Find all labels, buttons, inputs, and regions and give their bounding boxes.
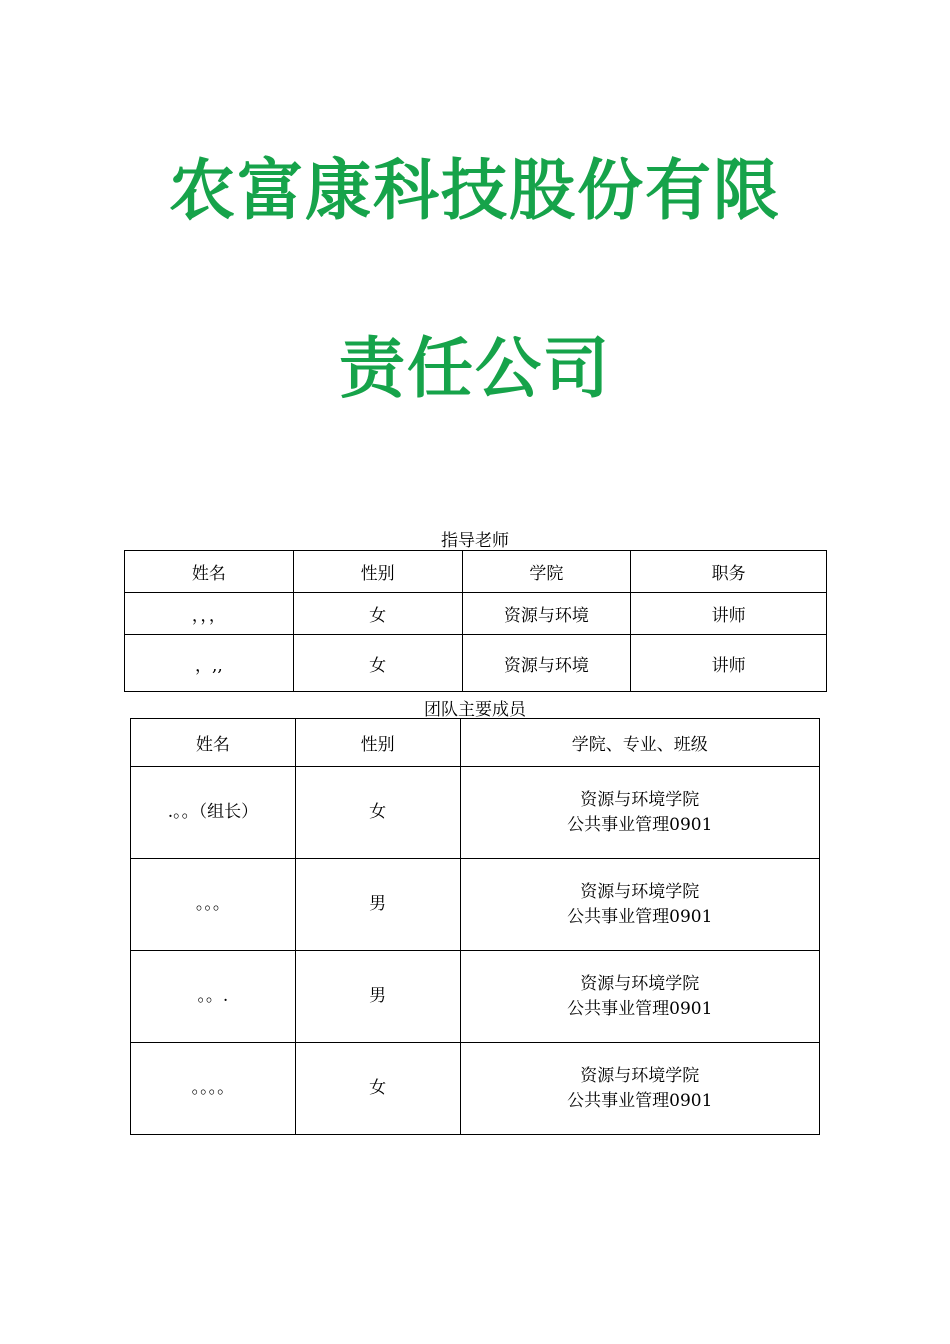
member-college: 资源与环境学院 — [580, 973, 700, 994]
table-row — [131, 859, 820, 951]
teacher-position: 讲师 — [631, 635, 827, 692]
member-major: 公共事业管理0901 — [567, 1090, 713, 1111]
members-caption: 团队主要成员 — [424, 700, 526, 720]
company-title-line-1: 农富康科技股份有限 — [169, 152, 781, 229]
header-gender: 性别 — [293, 551, 462, 593]
table-row — [125, 593, 827, 635]
member-gender: 男 — [295, 859, 460, 951]
member-major: 公共事业管理0901 — [567, 814, 713, 835]
teachers-table — [124, 550, 827, 692]
table-row — [131, 951, 820, 1043]
member-college: 资源与环境学院 — [580, 1065, 700, 1086]
member-gender: 男 — [295, 951, 460, 1043]
table-header-row — [131, 719, 820, 767]
header-gender: 性别 — [295, 719, 460, 767]
header-college: 学院 — [462, 551, 631, 593]
header-position: 职务 — [631, 551, 827, 593]
member-college-major — [460, 859, 819, 951]
member-gender: 女 — [295, 1043, 460, 1135]
teacher-gender: 女 — [293, 635, 462, 692]
member-major: 公共事业管理0901 — [567, 906, 713, 927]
teacher-college: 资源与环境 — [462, 635, 631, 692]
member-name: 。。. — [131, 951, 296, 1043]
teacher-gender: 女 — [293, 593, 462, 635]
member-college-major — [460, 767, 819, 859]
member-college-major — [460, 1043, 819, 1135]
member-name: .。。（组长） — [131, 767, 296, 859]
member-major: 公共事业管理0901 — [567, 998, 713, 1019]
table-row — [131, 1043, 820, 1135]
member-college: 资源与环境学院 — [580, 789, 700, 810]
teachers-caption: 指导老师 — [441, 531, 509, 551]
member-gender: 女 — [295, 767, 460, 859]
header-name: 姓名 — [125, 551, 294, 593]
company-title-line-2: 责任公司 — [339, 330, 611, 407]
teacher-name: ，，， — [125, 593, 294, 635]
header-college-major-class: 学院、专业、班级 — [460, 719, 819, 767]
table-row — [125, 635, 827, 692]
teacher-position: 讲师 — [631, 593, 827, 635]
member-college: 资源与环境学院 — [580, 881, 700, 902]
table-row — [131, 767, 820, 859]
header-name: 姓名 — [131, 719, 296, 767]
table-header-row — [125, 551, 827, 593]
member-college-major — [460, 951, 819, 1043]
teacher-college: 资源与环境 — [462, 593, 631, 635]
member-name: 。。。。 — [131, 1043, 296, 1135]
members-table — [130, 718, 820, 1135]
teacher-name: ，,, — [125, 635, 294, 692]
member-name: 。。。 — [131, 859, 296, 951]
